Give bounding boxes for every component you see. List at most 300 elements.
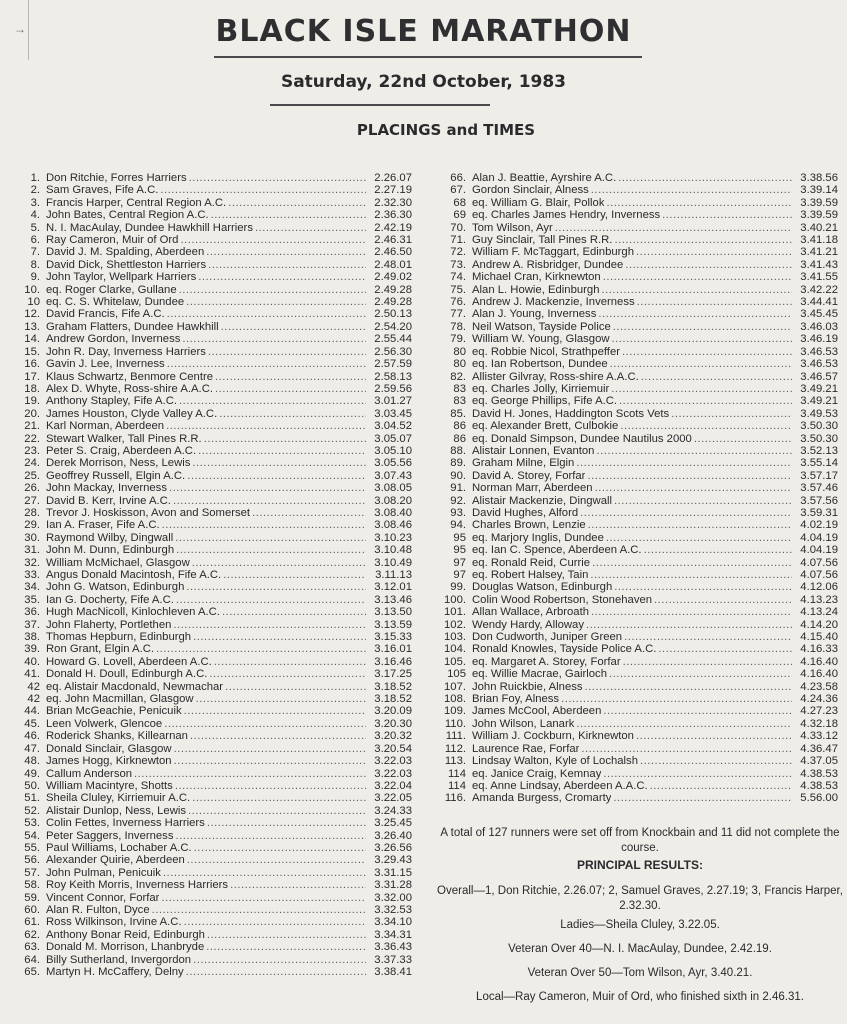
result-row xyxy=(18,234,412,246)
place-number: 83 xyxy=(453,382,466,395)
place-number: 61. xyxy=(24,916,40,929)
pencil-arrow-mark: → xyxy=(14,22,26,36)
finish-time: 3.38.41 xyxy=(374,966,412,978)
runner-name: Angus Donald Macintosh, Fife A.C. xyxy=(46,569,222,581)
place-number: 51. xyxy=(24,792,40,805)
result-row xyxy=(440,631,838,643)
dot-leader xyxy=(178,234,366,246)
finish-time: 4.14.20 xyxy=(800,618,838,631)
dot-leader xyxy=(601,271,792,283)
place-number: 86 xyxy=(453,420,466,433)
result-row xyxy=(18,966,412,978)
result-row xyxy=(440,643,838,655)
result-row xyxy=(18,606,412,618)
place-number: 1. xyxy=(30,172,40,184)
dot-leader xyxy=(660,209,792,221)
finish-time: 3.46.53 xyxy=(800,345,838,358)
result-row xyxy=(440,656,838,668)
place-number: 82. xyxy=(450,370,466,383)
result-row xyxy=(18,246,412,258)
finish-time: 3.01.27 xyxy=(374,395,412,408)
title-rule xyxy=(214,56,642,58)
finish-time: 4.02.19 xyxy=(800,519,838,532)
finish-time: 3.42.22 xyxy=(800,283,838,296)
finish-time: 3.37.33 xyxy=(374,953,412,966)
dot-leader xyxy=(611,321,792,333)
dot-leader xyxy=(220,606,366,618)
finish-time: 2.54.20 xyxy=(374,320,412,333)
runner-name: Alan J. Young, Inverness xyxy=(472,308,597,321)
finish-time: 3.41.55 xyxy=(800,271,838,284)
dot-leader xyxy=(669,408,792,420)
dot-leader xyxy=(209,209,366,221)
place-number: 75. xyxy=(450,283,466,296)
result-overall: Overall—1, Don Ritchie, 2.26.07; 2, Samuel Graves, 2.27.19; 3, Francis Harper, 2.32.30. xyxy=(437,885,843,912)
runner-name: David Hughes, Alford xyxy=(472,506,579,519)
finish-time: 4.13.24 xyxy=(800,606,838,619)
result-row xyxy=(18,705,412,717)
runner-name: Colin Wood Robertson, Stonehaven xyxy=(472,593,653,606)
subtitle-rule xyxy=(270,104,490,106)
finish-time: 3.46.53 xyxy=(800,358,838,371)
result-row xyxy=(18,371,412,383)
dot-leader xyxy=(191,954,366,966)
place-number: 10 xyxy=(27,296,40,309)
result-veteran-50: Veteran Over 50—Tom Wilson, Ayr, 3.40.21. xyxy=(527,967,753,979)
place-number: 69 xyxy=(453,209,466,222)
dot-leader xyxy=(165,308,366,320)
runner-name: eq. Charles Jolly, Kirriemuir xyxy=(472,382,610,395)
result-row xyxy=(440,271,838,283)
place-number: 113. xyxy=(444,755,466,768)
runner-name: Anthony Bonar Reid, Edinburgh xyxy=(46,928,205,941)
dot-leader xyxy=(191,631,366,643)
place-number: 105 xyxy=(447,668,466,681)
finish-time: 2.55.44 xyxy=(374,333,412,346)
finish-time: 2.42.19 xyxy=(374,221,412,234)
dot-leader xyxy=(159,892,366,904)
result-row xyxy=(440,358,838,370)
place-number: 9. xyxy=(30,271,40,284)
place-number: 29. xyxy=(24,519,40,532)
result-row xyxy=(18,308,412,320)
place-number: 111. xyxy=(445,730,466,743)
principal-results-heading: PRINCIPAL RESULTS: xyxy=(576,858,703,872)
result-row xyxy=(440,557,838,569)
result-row xyxy=(18,892,412,904)
runner-name: David B. Kerr, Irvine A.C. xyxy=(46,494,171,507)
place-number: 41. xyxy=(24,668,40,681)
runner-name: Martyn H. McCaffery, Delny xyxy=(46,966,184,978)
place-number: 80 xyxy=(453,345,466,358)
result-row xyxy=(440,544,838,556)
dot-leader xyxy=(617,395,792,407)
result-row xyxy=(18,681,412,693)
dot-leader xyxy=(642,544,792,556)
runner-name: Lindsay Walton, Kyle of Lochalsh xyxy=(472,755,638,768)
place-number: 28. xyxy=(24,506,40,519)
runner-name: Donald Sinclair, Glasgow xyxy=(46,742,172,755)
place-number: 42 xyxy=(27,680,40,693)
finish-time: 3.57.46 xyxy=(800,482,838,495)
result-row xyxy=(18,904,412,916)
place-number: 114 xyxy=(447,779,466,792)
place-number: 52. xyxy=(24,804,40,817)
finish-time: 3.24.33 xyxy=(374,804,412,817)
result-row xyxy=(440,259,838,271)
result-row xyxy=(440,445,838,457)
finish-time: 3.05.07 xyxy=(374,432,412,445)
dot-leader xyxy=(186,805,366,817)
finish-time: 3.38.56 xyxy=(800,172,838,184)
runner-name: William F. McTaggart, Edinburgh xyxy=(472,246,634,259)
runner-name: David A. Storey, Forfar xyxy=(472,469,586,482)
dot-leader xyxy=(553,222,792,234)
result-row xyxy=(18,805,412,817)
result-row xyxy=(440,433,838,445)
finish-time: 3.25.45 xyxy=(374,817,412,830)
dot-leader xyxy=(612,581,792,593)
place-number: 2. xyxy=(30,184,40,197)
result-row xyxy=(18,395,412,407)
place-number: 109. xyxy=(444,705,466,718)
result-row xyxy=(18,259,412,271)
finish-time: 3.20.09 xyxy=(374,705,412,718)
result-row xyxy=(18,532,412,544)
runner-name: eq. Ian Robertson, Dundee xyxy=(472,358,608,371)
place-number: 44. xyxy=(24,705,40,718)
result-row xyxy=(18,433,412,445)
place-number: 32. xyxy=(24,556,40,569)
finish-time: 3.26.40 xyxy=(374,829,412,842)
dot-leader xyxy=(634,246,792,258)
result-row xyxy=(18,916,412,928)
result-row xyxy=(18,867,412,879)
runner-name: Donald H. Doull, Edinburgh A.C. xyxy=(46,668,208,681)
place-number: 45. xyxy=(24,717,40,730)
place-number: 58. xyxy=(24,879,40,892)
runner-name: David Francis, Fife A.C. xyxy=(46,308,165,321)
dot-leader xyxy=(226,197,366,209)
place-number: 15. xyxy=(24,345,40,358)
finish-time: 3.16.01 xyxy=(374,643,412,656)
runner-name: David Dick, Shettleston Harriers xyxy=(46,258,207,271)
runner-name: Vincent Connor, Forfar xyxy=(46,891,160,904)
finish-time: 3.08.05 xyxy=(374,482,412,495)
runner-name: James Houston, Clyde Valley A.C. xyxy=(46,407,218,420)
dot-leader xyxy=(190,557,366,569)
place-number: 53. xyxy=(24,817,40,830)
result-row xyxy=(18,941,412,953)
dot-leader xyxy=(174,544,366,556)
dot-leader xyxy=(212,656,366,668)
result-row xyxy=(440,234,838,246)
finish-time: 3.34.10 xyxy=(374,916,412,929)
place-number: 88. xyxy=(450,444,466,457)
runner-name: eq. Alistair Macdonald, Newmachar xyxy=(46,680,224,693)
result-row xyxy=(18,544,412,556)
dot-leader xyxy=(177,284,366,296)
result-row xyxy=(18,792,412,804)
runner-name: eq. Margaret A. Storey, Forfar xyxy=(472,655,621,668)
finish-time: 3.40.21 xyxy=(800,221,838,234)
right-results-column xyxy=(440,172,838,805)
runner-name: David H. Jones, Haddington Scots Vets xyxy=(472,407,670,420)
finish-time: 4.16.40 xyxy=(800,668,838,681)
place-number: 54. xyxy=(24,829,40,842)
result-row xyxy=(440,395,838,407)
dot-leader xyxy=(593,482,792,494)
runner-name: Peter Saggers, Inverness xyxy=(46,829,174,842)
result-row xyxy=(18,333,412,345)
place-number: 26. xyxy=(24,482,40,495)
place-number: 20. xyxy=(24,407,40,420)
finish-time: 3.22.04 xyxy=(374,779,412,792)
result-row xyxy=(440,693,838,705)
result-row xyxy=(440,532,838,544)
finish-time: 2.26.07 xyxy=(374,172,412,184)
place-number: 94. xyxy=(450,519,466,532)
result-row xyxy=(440,718,838,730)
runner-name: Trevor J. Hoskisson, Avon and Somerset xyxy=(46,506,251,519)
place-number: 31. xyxy=(24,544,40,557)
finish-time: 4.38.53 xyxy=(800,779,838,792)
place-number: 50. xyxy=(24,779,40,792)
dot-leader xyxy=(172,743,366,755)
result-row xyxy=(440,284,838,296)
runner-name: Callum Anderson xyxy=(46,767,133,780)
runner-name: Allan Wallace, Arbroath xyxy=(472,606,590,619)
result-row xyxy=(440,333,838,345)
finish-time: 4.27.23 xyxy=(800,705,838,718)
finish-time: 3.12.01 xyxy=(374,581,412,594)
place-number: 7. xyxy=(30,246,40,259)
dot-leader xyxy=(190,457,366,469)
finish-time: 3.22.05 xyxy=(374,792,412,805)
runner-name: John R. Day, Inverness Harriers xyxy=(46,345,206,358)
place-number: 104. xyxy=(444,643,466,656)
result-row xyxy=(18,271,412,283)
result-row xyxy=(18,780,412,792)
left-results-column xyxy=(18,172,412,978)
place-number: 91. xyxy=(450,482,466,495)
dot-leader xyxy=(164,420,366,432)
dot-leader xyxy=(173,830,366,842)
place-number: 116. xyxy=(444,792,466,805)
runner-name: Alistair Lonnen, Evanton xyxy=(472,444,595,457)
runner-name: James McCool, Aberdeen xyxy=(472,705,602,718)
finish-time: 3.55.14 xyxy=(800,457,838,470)
dot-leader xyxy=(622,631,792,643)
dot-leader xyxy=(173,532,366,544)
finish-time: 3.10.23 xyxy=(374,531,412,544)
place-number: 102. xyxy=(444,618,466,631)
result-ladies: Ladies—Sheila Cluley, 3.22.05. xyxy=(560,919,720,931)
place-number: 10. xyxy=(24,283,40,296)
finish-time: 3.44.41 xyxy=(800,296,838,309)
dot-leader xyxy=(167,482,366,494)
runner-name: Andrew Gordon, Inverness xyxy=(46,333,181,346)
dot-leader xyxy=(182,916,366,928)
runner-name: Amanda Burgess, Cromarty xyxy=(472,792,612,805)
dot-leader xyxy=(158,184,366,196)
finish-time: 3.22.03 xyxy=(374,755,412,768)
result-row xyxy=(18,718,412,730)
finish-time: 3.03.45 xyxy=(374,407,412,420)
runner-name: eq. John Macmillan, Glasgow xyxy=(46,693,194,706)
result-row xyxy=(18,383,412,395)
runner-name: James Hogg, Kirknewton xyxy=(46,755,172,768)
page-title: BLACK ISLE MARATHON xyxy=(215,14,632,49)
runner-name: eq. Ian C. Spence, Aberdeen A.C. xyxy=(472,544,642,557)
result-row xyxy=(18,184,412,196)
finish-time: 4.15.40 xyxy=(800,631,838,644)
runner-name: Ray Cameron, Muir of Ord xyxy=(46,234,179,247)
dot-leader xyxy=(604,532,792,544)
finish-time: 3.13.59 xyxy=(374,618,412,631)
runner-name: Francis Harper, Central Region A.C. xyxy=(46,196,227,209)
dot-leader xyxy=(610,333,792,345)
finish-time: 3.34.31 xyxy=(374,928,412,941)
runner-name: eq. Janice Craig, Kemnay xyxy=(472,767,602,780)
result-row xyxy=(440,581,838,593)
result-row xyxy=(440,197,838,209)
finish-time: 3.46.19 xyxy=(800,333,838,346)
finish-time: 3.50.30 xyxy=(800,420,838,433)
finish-time: 3.26.56 xyxy=(374,841,412,854)
place-number: 30. xyxy=(24,531,40,544)
place-number: 37. xyxy=(24,618,40,631)
finish-time: 3.31.15 xyxy=(374,866,412,879)
dot-leader xyxy=(599,284,792,296)
runner-name: Douglas Watson, Edinburgh xyxy=(472,581,613,594)
finish-time: 3.49.21 xyxy=(800,395,838,408)
finish-time: 3.41.18 xyxy=(800,234,838,247)
result-row xyxy=(18,495,412,507)
runner-name: Ian A. Fraser, Fife A.C. xyxy=(46,519,160,532)
place-number: 27. xyxy=(24,494,40,507)
finish-time: 4.04.19 xyxy=(800,531,838,544)
dot-leader xyxy=(620,346,792,358)
place-number: 97 xyxy=(453,569,466,581)
runner-name: Ron Grant, Elgin A.C. xyxy=(46,643,154,656)
runner-name: Donald M. Morrison, Lhanbryde xyxy=(46,941,205,954)
runner-name: John G. Watson, Edinburgh xyxy=(46,581,185,594)
dot-leader xyxy=(165,358,366,370)
place-number: 74. xyxy=(450,271,466,284)
result-row xyxy=(18,954,412,966)
finish-time: 3.15.33 xyxy=(374,631,412,644)
finish-time: 2.49.28 xyxy=(374,296,412,309)
dot-leader xyxy=(182,705,366,717)
result-row xyxy=(440,681,838,693)
finish-time: 3.18.52 xyxy=(374,680,412,693)
result-row xyxy=(440,668,838,680)
finish-time: 4.04.19 xyxy=(800,544,838,557)
dot-leader xyxy=(607,668,792,680)
result-row xyxy=(440,606,838,618)
dot-leader xyxy=(589,184,792,196)
dot-leader xyxy=(574,457,792,469)
dot-leader xyxy=(585,470,792,482)
result-row xyxy=(440,408,838,420)
dot-leader xyxy=(590,557,792,569)
place-number: 62. xyxy=(24,928,40,941)
place-number: 4. xyxy=(30,209,40,222)
runner-name: Colin Fettes, Inverness Harriers xyxy=(46,817,205,830)
dot-leader xyxy=(616,172,792,184)
runner-name: Stewart Walker, Tall Pines R.R. xyxy=(46,432,202,445)
place-number: 34. xyxy=(24,581,40,594)
dot-leader xyxy=(161,867,366,879)
result-row xyxy=(18,854,412,866)
finish-time: 3.49.21 xyxy=(800,382,838,395)
runner-name: William W. Young, Glasgow xyxy=(472,333,610,346)
runner-name: Leen Volwerk, Glencoe xyxy=(46,717,163,730)
runner-name: Peter S. Craig, Aberdeen A.C. xyxy=(46,444,197,457)
place-number: 38. xyxy=(24,631,40,644)
place-number: 73. xyxy=(450,258,466,271)
runner-name: Alan L. Howie, Edinburgh xyxy=(472,283,600,296)
dot-leader xyxy=(583,681,792,693)
finish-time: 3.41.21 xyxy=(800,246,838,259)
runner-name: eq. Charles James Hendry, Inverness xyxy=(472,209,661,222)
finish-time: 2.50.13 xyxy=(374,308,412,321)
runner-name: Ian G. Docherty, Fife A.C. xyxy=(46,593,174,606)
place-number: 108. xyxy=(444,693,466,706)
result-row xyxy=(440,594,838,606)
finish-time: 3.10.49 xyxy=(374,556,412,569)
place-number: 92. xyxy=(450,494,466,507)
place-number: 105. xyxy=(444,655,466,668)
dot-leader xyxy=(190,792,366,804)
result-row xyxy=(18,445,412,457)
place-number: 33. xyxy=(24,569,40,581)
place-number: 71. xyxy=(450,234,466,247)
finish-time: 4.24.36 xyxy=(800,693,838,706)
runner-name: Laurence Rae, Forfar xyxy=(472,742,580,755)
place-number: 66. xyxy=(450,172,466,184)
result-row xyxy=(440,308,838,320)
finish-time: 2.27.19 xyxy=(374,184,412,197)
place-number: 110. xyxy=(444,717,466,730)
runner-name: Geoffrey Russell, Elgin A.C. xyxy=(46,469,186,482)
finish-time: 2.48.01 xyxy=(374,258,412,271)
finish-time: 2.46.50 xyxy=(374,246,412,259)
place-number: 85. xyxy=(450,407,466,420)
dot-leader xyxy=(612,234,792,246)
dot-leader xyxy=(204,941,366,953)
finish-time: 4.23.58 xyxy=(800,680,838,693)
result-row xyxy=(18,408,412,420)
finish-time: 4.32.18 xyxy=(800,717,838,730)
runner-name: William McMichael, Glasgow xyxy=(46,556,190,569)
dot-leader xyxy=(584,619,792,631)
runner-name: John Pulman, Penicuik xyxy=(46,866,161,879)
finish-time: 3.04.52 xyxy=(374,420,412,433)
dot-leader xyxy=(187,172,366,184)
dot-leader xyxy=(154,643,366,655)
runner-name: eq. Robert Halsey, Tain xyxy=(472,569,589,581)
result-row xyxy=(440,482,838,494)
finish-time: 3.13.46 xyxy=(374,593,412,606)
result-row xyxy=(18,668,412,680)
runner-name: Neil Watson, Tayside Police xyxy=(472,320,611,333)
finish-time: 3.57.17 xyxy=(800,469,838,482)
finish-time: 3.20.30 xyxy=(374,717,412,730)
runner-name: Charles Brown, Lenzie xyxy=(472,519,586,532)
place-number: 65. xyxy=(24,966,40,978)
